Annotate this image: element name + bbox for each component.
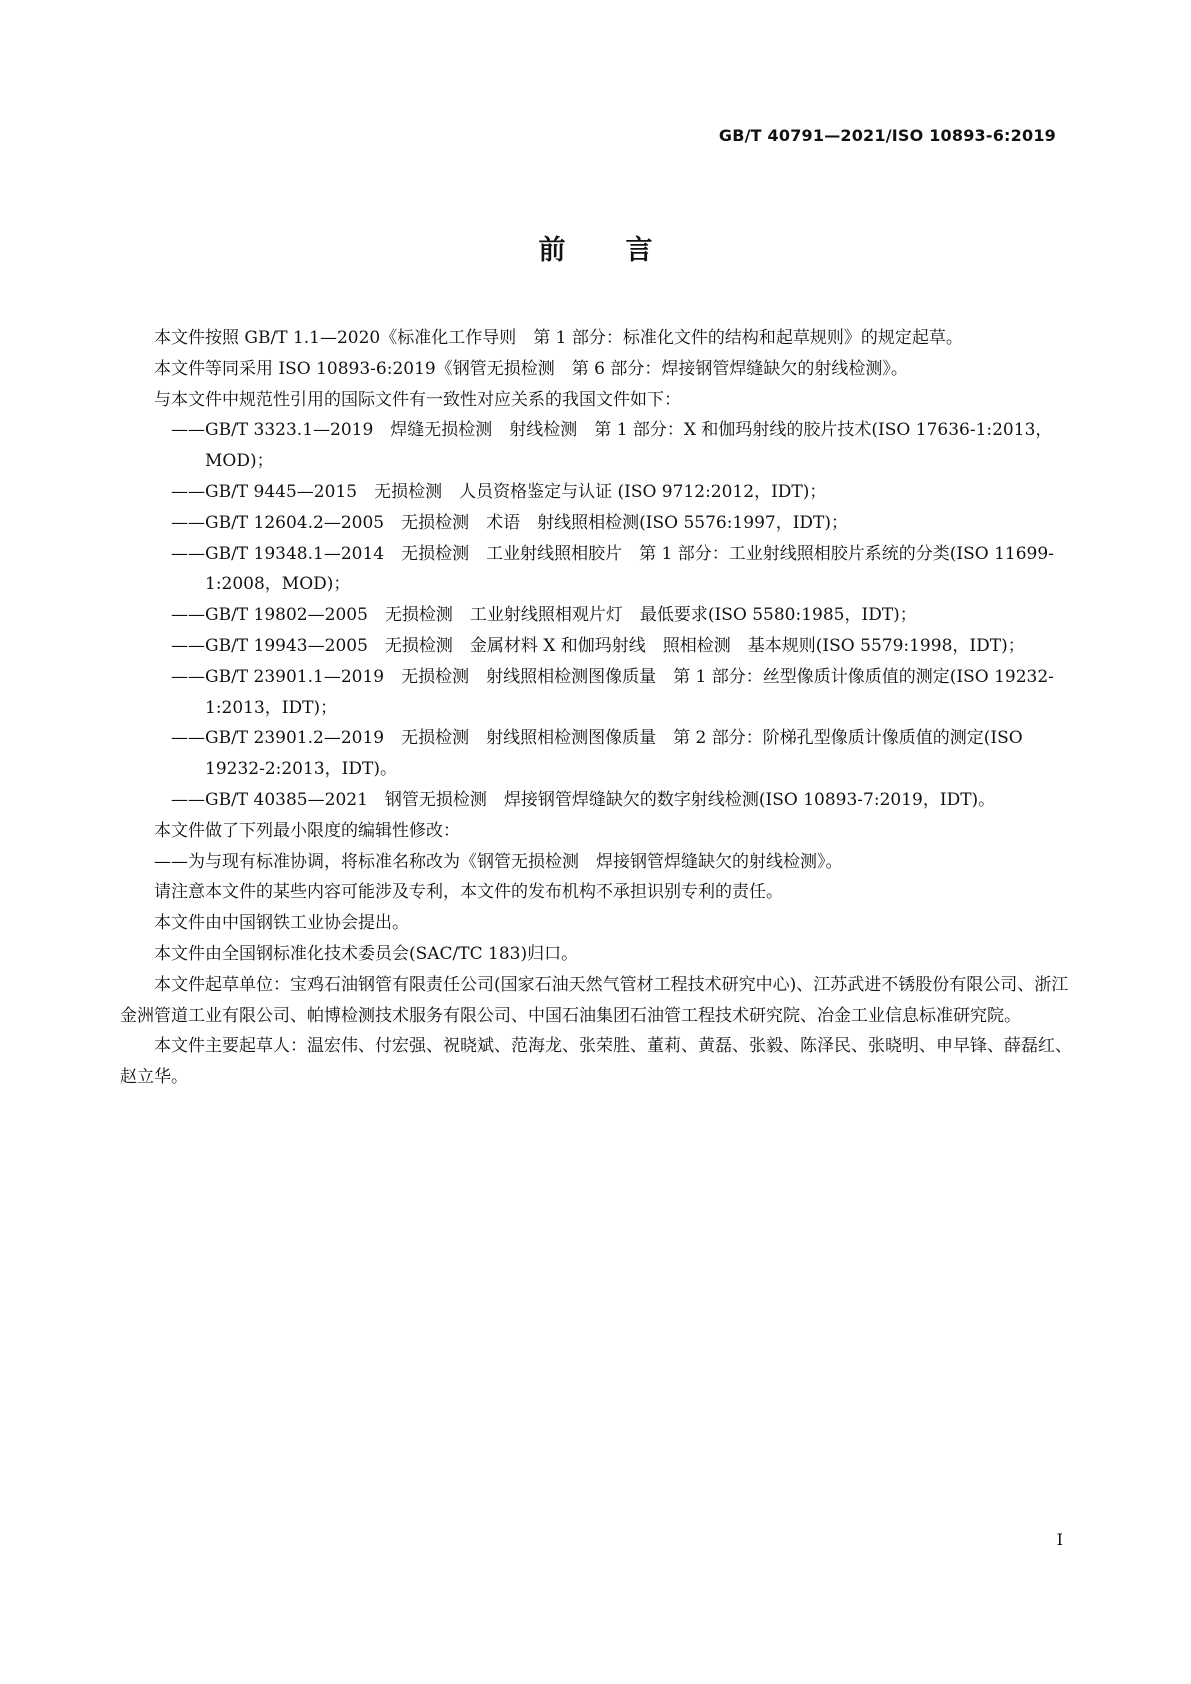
reference-item: ——GB/T 23901.1—2019 无损检测 射线照相检测图像质量 第 1 部分：丝型像质计像质值的测定(ISO 19232-1:2013，IDT)；	[171, 666, 1054, 718]
paragraph-proposer: 本文件由中国钢铁工业协会提出。	[154, 913, 409, 934]
paragraph-drafters: 本文件主要起草人：温宏伟、付宏强、祝晓斌、范海龙、张荣胜、董莉、黄磊、张毅、陈泽民、张晓明、申早锋、薛磊红、赵立华。	[120, 1036, 1072, 1088]
reference-item: ——GB/T 23901.2—2019 无损检测 射线照相检测图像质量 第 2 部分：阶梯孔型像质计像质值的测定(ISO 19232-2:2013，IDT)。	[171, 728, 1023, 780]
reference-item: ——GB/T 19802—2005 无损检测 工业射线照相观片灯 最低要求(ISO 5580:1985，IDT)；	[171, 605, 917, 626]
page-title: 前言	[538, 235, 713, 266]
edit-item: ——为与现有标准协调，将标准名称改为《钢管无损检测 焊接钢管焊缝缺欠的射线检测》。	[154, 851, 843, 872]
paragraph-patent-notice: 请注意本文件的某些内容可能涉及专利，本文件的发布机构不承担识别专利的责任。	[154, 882, 783, 903]
standard-code-header: GB/T 40791—2021/ISO 10893-6:2019	[718, 126, 1056, 145]
paragraph-drafting-rules: 本文件按照 GB/T 1.1—2020《标准化工作导则 第 1 部分：标准化文件的结构和起草规则》的规定起草。	[154, 328, 963, 348]
paragraph-edit-intro: 本文件做了下列最小限度的编辑性修改：	[154, 820, 460, 841]
paragraph-references-intro: 与本文件中规范性引用的国际文件有一致性对应关系的我国文件如下：	[154, 389, 681, 410]
reference-item: ——GB/T 3323.1—2019 焊缝无损检测 射线检测 第 1 部分：X 和伽玛射线的胶片技术(ISO 17636-1:2013，MOD)；	[171, 420, 1053, 472]
paragraph-drafting-units: 本文件起草单位：宝鸡石油钢管有限责任公司(国家石油天然气管材工程技术研究中心)、江苏武进不锈股份有限公司、浙江金洲管道工业有限公司、帕博检测技术服务有限公司、中国石油集团石油管工程技术研究院、冶金工业信息标准研究院。	[120, 974, 1069, 1026]
paragraph-committee: 本文件由全国钢标准化技术委员会(SAC/TC 183)归口。	[154, 943, 579, 964]
foreword-body	[120, 323, 1072, 1093]
reference-item: ——GB/T 12604.2—2005 无损检测 术语 射线照相检测(ISO 5576:1997，IDT)；	[171, 512, 849, 533]
reference-item: ——GB/T 40385—2021 钢管无损检测 焊接钢管焊缝缺欠的数字射线检测(ISO 10893-7:2019，IDT)。	[171, 789, 996, 810]
reference-item: ——GB/T 19348.1—2014 无损检测 工业射线照相胶片 第 1 部分：工业射线照相胶片系统的分类(ISO 11699-1:2008，MOD)；	[171, 543, 1054, 595]
reference-item: ——GB/T 19943—2005 无损检测 金属材料 X 和伽玛射线 照相检测 基本规则(ISO 5579:1998，IDT)；	[171, 635, 1025, 656]
page-number: I	[1056, 1530, 1063, 1549]
paragraph-adoption: 本文件等同采用 ISO 10893-6:2019《钢管无损检测 第 6 部分：焊接钢管焊缝缺欠的射线检测》。	[154, 358, 908, 379]
reference-item: ——GB/T 9445—2015 无损检测 人员资格鉴定与认证 (ISO 9712:2012，IDT)；	[171, 481, 827, 502]
